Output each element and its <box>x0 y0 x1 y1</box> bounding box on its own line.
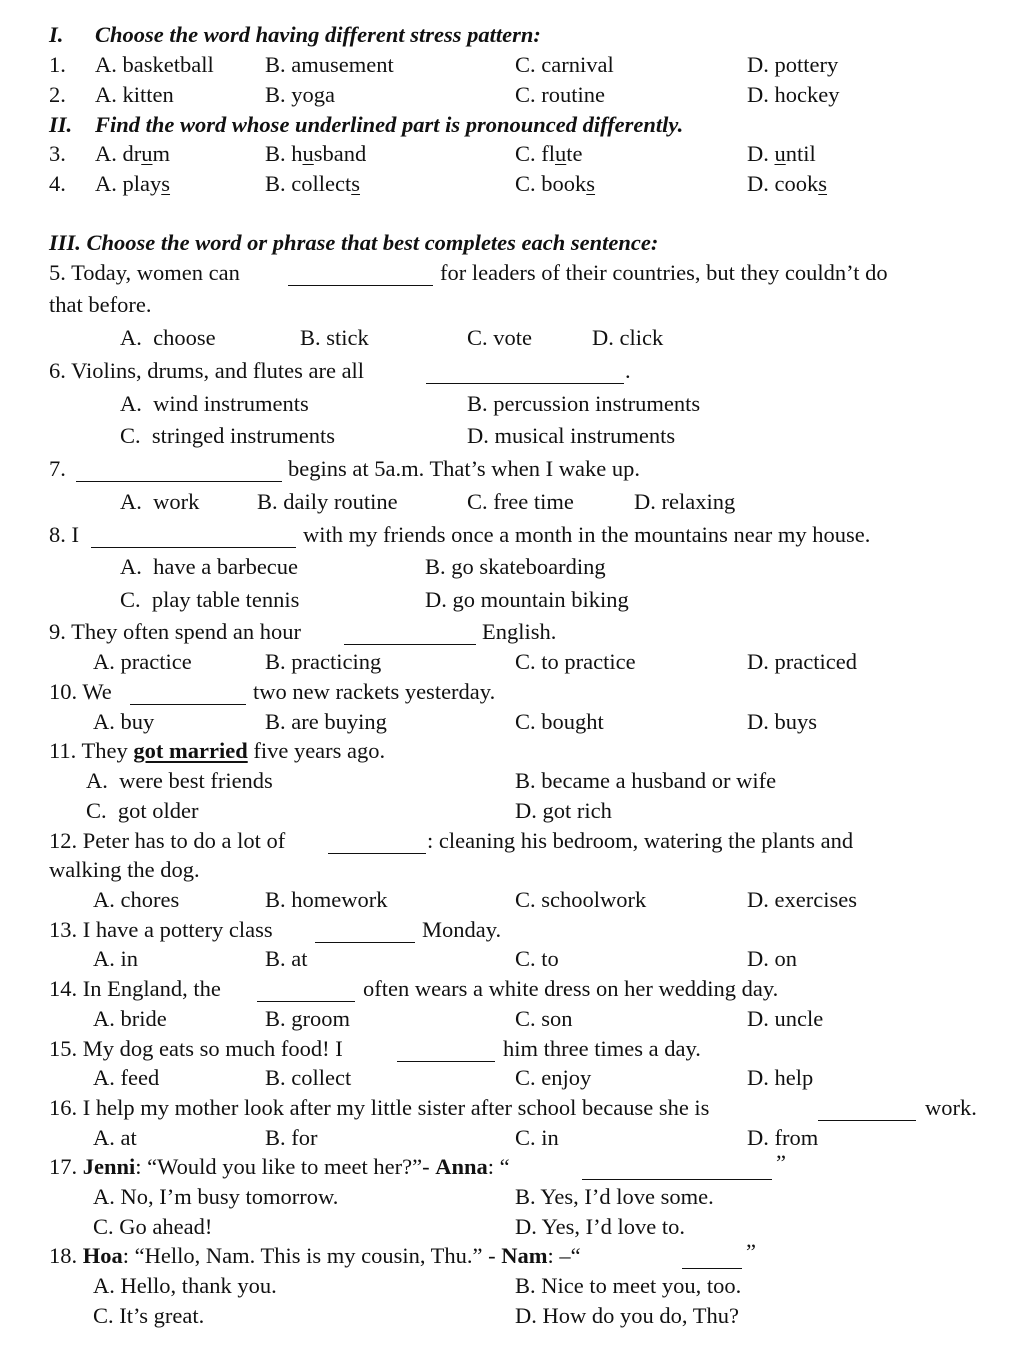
answer-blank <box>76 454 282 482</box>
option-a: A. feed <box>93 1065 160 1090</box>
question-14 <box>0 974 1024 1004</box>
question-3 <box>0 139 1024 169</box>
option-c: C. son <box>515 1006 573 1031</box>
option-c: C. to <box>515 946 559 971</box>
option-c <box>515 169 601 199</box>
question-stem: 5. Today, women can <box>49 260 240 285</box>
option-d: D. uncle <box>747 1006 824 1031</box>
question-stem <box>49 1152 510 1182</box>
answer-blank <box>328 826 426 854</box>
option-d: D. help <box>747 1065 814 1090</box>
underlined-part: u <box>774 141 786 166</box>
option-d: D. go mountain biking <box>425 587 629 612</box>
question-8-options-ab <box>0 552 1024 582</box>
option-a: A. work <box>120 489 200 514</box>
question-16 <box>0 1093 1024 1123</box>
question-6-options-cd <box>0 421 1024 451</box>
question-9 <box>0 617 1024 647</box>
question-18-options-cd <box>0 1301 1024 1331</box>
option-c: C. to practice <box>515 649 636 674</box>
option-c: C. stringed instruments <box>120 423 335 448</box>
option-a: A. Hello, thank you. <box>93 1273 277 1298</box>
option-d: D. pottery <box>747 52 839 77</box>
dialogue-text: : “Hello, Nam. This is my cousin, Thu.” - <box>122 1243 502 1268</box>
question-17 <box>0 1152 1024 1182</box>
question-number: 18. <box>49 1243 78 1268</box>
option-a: A. chores <box>93 887 180 912</box>
stem-text: 11. They <box>49 738 128 763</box>
question-stem-end: begins at 5a.m. That’s when I wake up. <box>288 456 641 481</box>
option-c: C. play table tennis <box>120 587 300 612</box>
option-d: D. Yes, I’d love to. <box>515 1214 686 1239</box>
question-6-options-ab <box>0 389 1024 419</box>
question-11-options-ab <box>0 766 1024 796</box>
question-11 <box>0 736 1024 766</box>
option-text: B. h <box>265 141 303 166</box>
option-a: A. bride <box>93 1006 167 1031</box>
section-2-header <box>0 110 1024 140</box>
question-8 <box>0 520 1024 550</box>
option-c: C. free time <box>467 489 574 514</box>
dialogue-text: : “Would you like to meet her?”- <box>135 1154 436 1179</box>
option-text: B. collect <box>265 171 352 196</box>
underlined-part: s <box>818 171 828 196</box>
option-b: B. percussion instruments <box>467 391 701 416</box>
option-c: C. in <box>515 1125 559 1150</box>
section-numeral: II. <box>49 112 73 137</box>
question-13-options <box>0 944 1024 974</box>
option-d: D. musical instruments <box>467 423 676 448</box>
question-stem <box>49 736 385 766</box>
question-12 <box>0 826 1024 856</box>
option-c: C. enjoy <box>515 1065 592 1090</box>
question-number: 17. <box>49 1154 78 1179</box>
answer-blank <box>130 677 246 705</box>
option-text: sband <box>313 141 367 166</box>
option-a: A. choose <box>120 325 216 350</box>
answer-blank <box>257 974 355 1002</box>
option-d: D. click <box>592 325 664 350</box>
question-stem-end: with my friends once a month in the mountains near my house. <box>303 522 871 547</box>
question-18 <box>0 1241 1024 1271</box>
section-3-header <box>0 228 1024 258</box>
option-b <box>265 169 360 199</box>
question-11-options-cd <box>0 796 1024 826</box>
option-b: B. for <box>265 1125 318 1150</box>
answer-blank <box>344 617 476 645</box>
question-7 <box>0 454 1024 484</box>
answer-blank <box>682 1241 742 1269</box>
option-d: D. on <box>747 946 797 971</box>
closing-quote: ” <box>746 1239 756 1264</box>
question-stem-cont: walking the dog. <box>49 857 200 882</box>
question-13 <box>0 915 1024 945</box>
option-a: A. kitten <box>95 82 174 107</box>
question-15-options <box>0 1063 1024 1093</box>
option-b: B. became a husband or wife <box>515 768 777 793</box>
option-a: A. in <box>93 946 138 971</box>
option-b: B. go skateboarding <box>425 554 606 579</box>
option-text: m <box>152 141 171 166</box>
option-b <box>265 139 366 169</box>
question-10 <box>0 677 1024 707</box>
option-b: B. homework <box>265 887 388 912</box>
answer-blank <box>288 258 433 286</box>
question-number: 1. <box>49 52 66 77</box>
option-a: A. practice <box>93 649 192 674</box>
emphasized-phrase: got married <box>133 738 248 763</box>
question-number: 2. <box>49 82 66 107</box>
option-text: A. dr <box>95 141 142 166</box>
question-stem: 16. I help my mother look after my little sister after school because she is <box>49 1095 710 1120</box>
option-d: D. relaxing <box>634 489 736 514</box>
option-c: C. bought <box>515 709 604 734</box>
option-a <box>95 169 170 199</box>
question-1 <box>0 50 1024 80</box>
question-stem: 12. Peter has to do a lot of <box>49 828 286 853</box>
question-stem-end: : cleaning his bedroom, watering the plants and <box>427 828 854 853</box>
dialogue-text: : “ <box>487 1154 510 1179</box>
option-b: B. collect <box>265 1065 352 1090</box>
underlined-part: u <box>555 141 567 166</box>
underlined-part: s <box>351 171 360 196</box>
answer-blank <box>315 915 415 943</box>
question-4 <box>0 169 1024 199</box>
option-d: D. buys <box>747 709 818 734</box>
question-stem-end: him three times a day. <box>503 1036 701 1061</box>
question-14-options <box>0 1004 1024 1034</box>
question-number: 4. <box>49 171 66 196</box>
question-17-options-cd <box>0 1212 1024 1242</box>
option-a: A. were best friends <box>86 768 273 793</box>
option-text: ntil <box>785 141 816 166</box>
option-b: B. practicing <box>265 649 382 674</box>
speaker-name: Anna <box>435 1154 488 1179</box>
question-5-cont <box>0 290 1024 320</box>
closing-quote: ” <box>776 1150 786 1175</box>
option-c: C. vote <box>467 325 532 350</box>
section-title: III. Choose the word or phrase that best completes each sentence: <box>49 230 659 255</box>
speaker-name: Nam <box>501 1243 548 1268</box>
question-10-options <box>0 707 1024 737</box>
question-stem-end: work. <box>925 1095 977 1120</box>
option-d: D. got rich <box>515 798 612 823</box>
option-d <box>747 169 827 199</box>
question-stem-cont: that before. <box>49 292 152 317</box>
question-stem: 10. We <box>49 679 112 704</box>
question-stem: 7. <box>49 456 66 481</box>
underlined-part: s <box>586 171 596 196</box>
question-stem-end: . <box>625 358 631 383</box>
stem-text: five years ago. <box>253 738 386 763</box>
question-number: 3. <box>49 141 66 166</box>
question-stem-end: often wears a white dress on her wedding day. <box>363 976 779 1001</box>
answer-blank <box>91 520 296 548</box>
underlined-part: s <box>161 171 171 196</box>
option-d: D. from <box>747 1125 819 1150</box>
option-c: C. routine <box>515 82 605 107</box>
option-d <box>747 139 816 169</box>
option-text: te <box>566 141 583 166</box>
option-d: D. How do you do, Thu? <box>515 1303 739 1328</box>
question-5 <box>0 258 1024 288</box>
answer-blank <box>426 356 624 384</box>
option-text: A. play <box>95 171 162 196</box>
option-c: C. Go ahead! <box>93 1214 213 1239</box>
question-stem-end: English. <box>482 619 557 644</box>
question-15 <box>0 1034 1024 1064</box>
option-a: A. basketball <box>95 52 214 77</box>
question-9-options <box>0 647 1024 677</box>
answer-blank <box>397 1034 495 1062</box>
question-stem: 15. My dog eats so much food! I <box>49 1036 343 1061</box>
option-c: C. It’s great. <box>93 1303 205 1328</box>
speaker-name: Hoa <box>82 1243 123 1268</box>
speaker-name: Jenni <box>82 1154 136 1179</box>
question-6 <box>0 356 1024 386</box>
option-text: D. <box>747 141 775 166</box>
question-stem: 8. I <box>49 522 79 547</box>
option-text: C. book <box>515 171 587 196</box>
option-a <box>95 139 170 169</box>
question-12-cont <box>0 855 1024 885</box>
option-a: A. wind instruments <box>120 391 309 416</box>
option-c: C. got older <box>86 798 199 823</box>
section-title: Choose the word having different stress pattern: <box>95 22 541 47</box>
option-b: B. Nice to meet you, too. <box>515 1273 742 1298</box>
question-stem: 9. They often spend an hour <box>49 619 302 644</box>
question-stem: 13. I have a pottery class <box>49 917 273 942</box>
section-1-header <box>0 20 1024 50</box>
question-5-options <box>0 323 1024 353</box>
underlined-part: u <box>302 141 314 166</box>
option-a: A. at <box>93 1125 137 1150</box>
option-b: B. at <box>265 946 308 971</box>
question-16-options <box>0 1123 1024 1153</box>
option-c: C. carnival <box>515 52 614 77</box>
section-numeral: I. <box>49 22 64 47</box>
option-b: B. yoga <box>265 82 335 107</box>
option-a: A. No, I’m busy tomorrow. <box>93 1184 339 1209</box>
dialogue-text: : –“ <box>547 1243 581 1268</box>
option-text: C. fl <box>515 141 556 166</box>
question-stem: 6. Violins, drums, and flutes are all <box>49 358 365 383</box>
question-stem-end: for leaders of their countries, but they couldn’t do <box>440 260 888 285</box>
option-b: B. amusement <box>265 52 394 77</box>
option-b: B. groom <box>265 1006 351 1031</box>
option-a: A. buy <box>93 709 155 734</box>
question-12-options <box>0 885 1024 915</box>
question-2 <box>0 80 1024 110</box>
question-7-options <box>0 487 1024 517</box>
underlined-part: u <box>141 141 153 166</box>
option-c <box>515 139 583 169</box>
answer-blank <box>582 1152 772 1180</box>
question-stem-end: two new rackets yesterday. <box>253 679 496 704</box>
answer-blank <box>818 1093 916 1121</box>
question-8-options-cd <box>0 585 1024 615</box>
section-title: Find the word whose underlined part is pronounced differently. <box>95 112 684 137</box>
option-text: D. cook <box>747 171 819 196</box>
option-b: B. stick <box>300 325 369 350</box>
question-stem-end: Monday. <box>422 917 502 942</box>
option-b: B. are buying <box>265 709 387 734</box>
question-stem <box>49 1241 581 1271</box>
question-stem: 14. In England, the <box>49 976 221 1001</box>
question-17-options-ab <box>0 1182 1024 1212</box>
option-d: D. exercises <box>747 887 857 912</box>
option-d: D. hockey <box>747 82 840 107</box>
option-a: A. have a barbecue <box>120 554 299 579</box>
option-d: D. practiced <box>747 649 857 674</box>
question-18-options-ab <box>0 1271 1024 1301</box>
option-b: B. daily routine <box>257 489 398 514</box>
option-c: C. schoolwork <box>515 887 647 912</box>
option-b: B. Yes, I’d love some. <box>515 1184 714 1209</box>
